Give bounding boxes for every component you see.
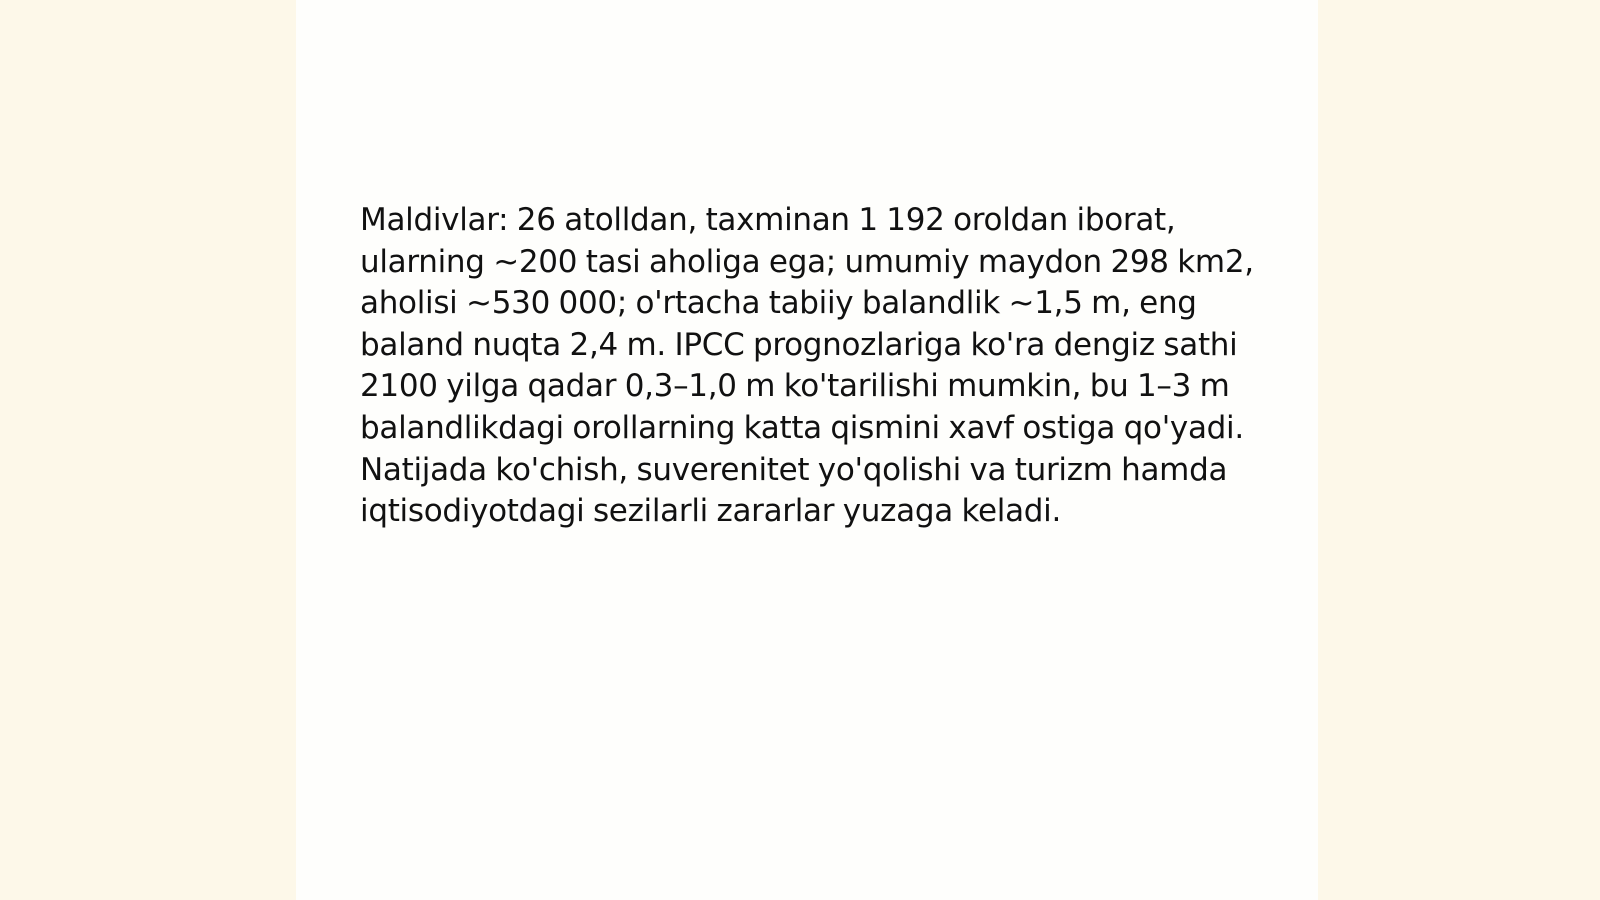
- slide-body-text: Maldivlar: 26 atolldan, taxminan 1 192 oroldan iborat, ularning ~200 tasi aholiga ega; umumiy maydon 298 km2, aholisi ~530 000; o'rtacha tabiiy balandlik ~1,5 m, eng baland nuqta 2,4 m. IPCC prognozlariga ko'ra dengiz sathi 2100 yilga qadar 0,3–1,0 m ko'tarilishi mumkin, bu 1–3 m balandlikdagi orollarning katta qismini xavf ostiga qo'yadi. Natijada ko'chish, suverenitet yo'qolishi va turizm hamda iqtisodiyotdagi sezilarli zararlar yuzaga keladi.: [360, 202, 1254, 530]
- slide-canvas: [296, 0, 1318, 900]
